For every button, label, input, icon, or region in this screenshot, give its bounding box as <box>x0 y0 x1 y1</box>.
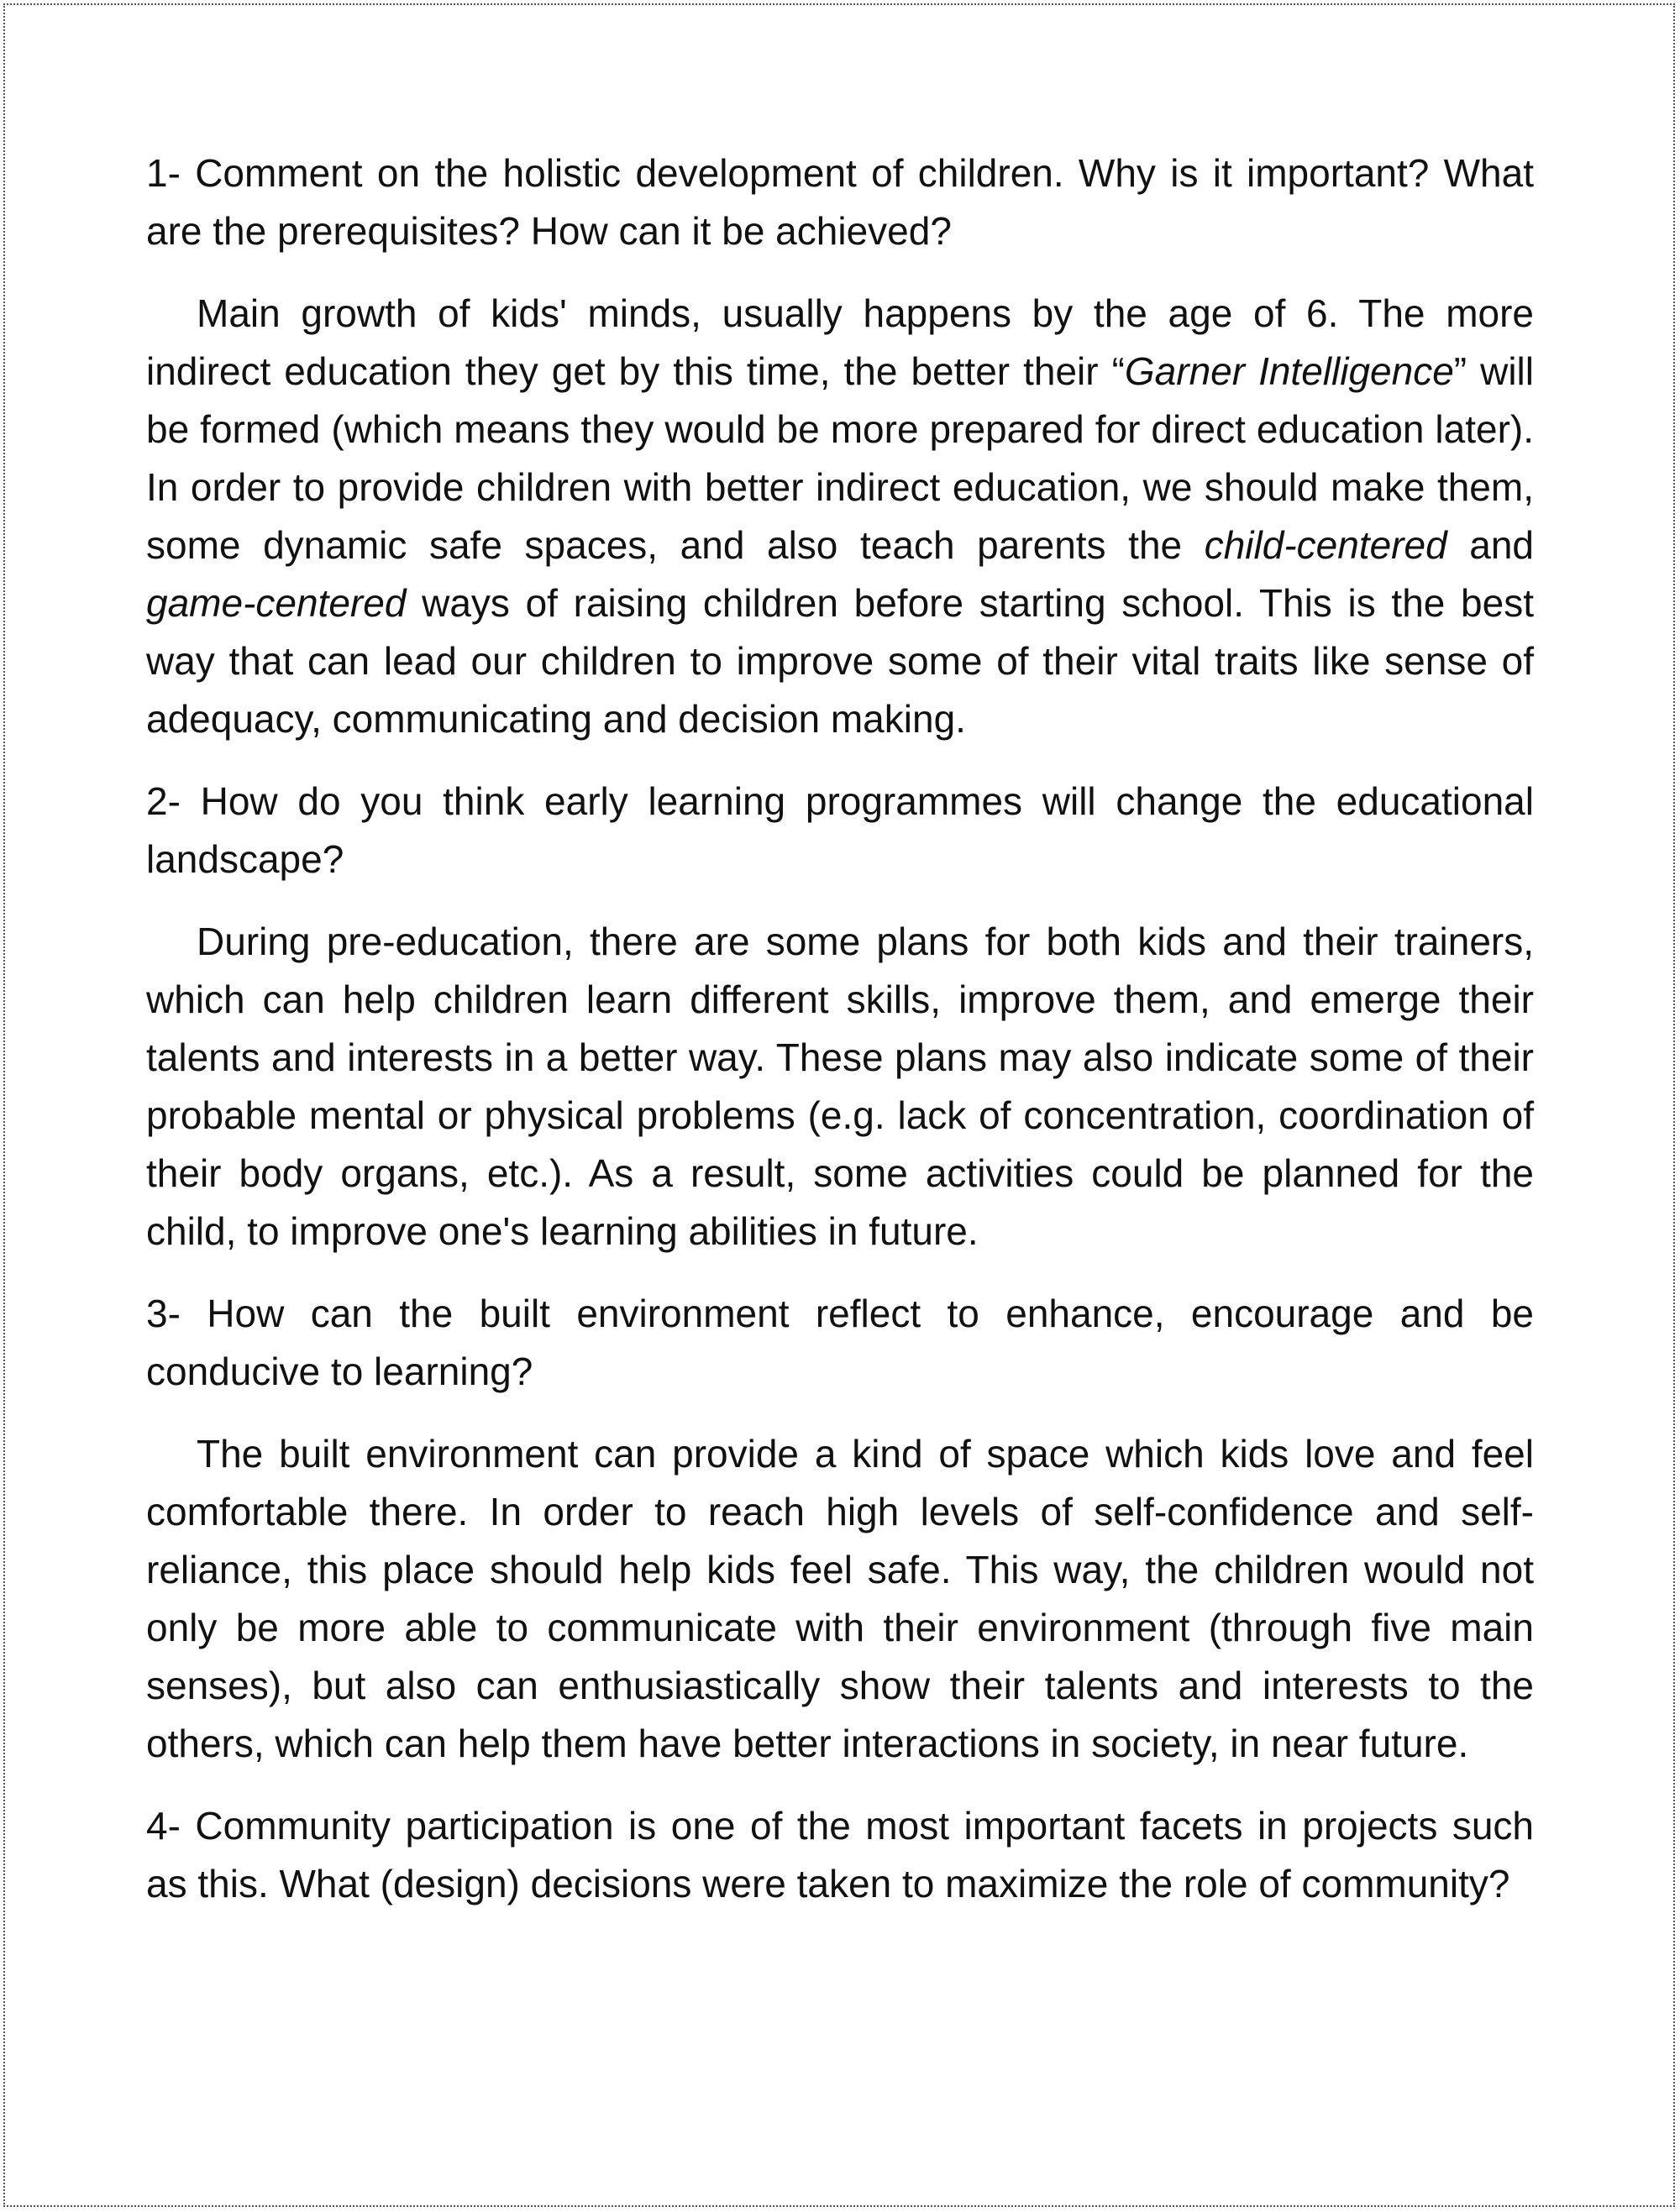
answer-1-text-3: and <box>1446 523 1535 567</box>
document-body <box>146 144 1534 1937</box>
answer-3: The built environment can provide a kind of space which kids love and feel comfortable there. In order to reach high levels of self-confidence and self-reliance, this place should help kids feel safe. This way, the children would not only be more able to communicate with their environment (through five main senses), but also can enthusiastically show their talents and interests to the others, which can help them have better interactions in society, in near future. <box>146 1432 1534 1765</box>
answer-1-italic-term-1: Garner Intelligence <box>1124 349 1454 393</box>
answer-1-text-4: ways of raising children before starting school. This is the best way that can lead our children to improve some of their vital traits like sense of adequacy, communicating and decision making. <box>146 581 1534 741</box>
answer-1 <box>146 285 1534 748</box>
answer-2: During pre-education, there are some plans for both kids and their trainers, which can help children learn different skills, improve them, and emerge their talents and interests in a better way. These plans may also indicate some of their probable mental or physical problems (e.g. lack of concentration, coordination of their body organs, etc.). As a result, some activities could be planned for the child, to improve one's learning abilities in future. <box>146 920 1534 1253</box>
question-4: 4- Community participation is one of the most important facets in projects such as this. What (design) decisions were taken to maximize the role of community? <box>146 1804 1534 1905</box>
answer-1-text-1: Main growth of kids' minds, usually happens by the age of 6. The more indirect education they get by this time, the better their “ <box>146 291 1534 393</box>
answer-1-italic-term-3: game-centered <box>146 581 407 625</box>
answer-1-italic-term-2: child-centered <box>1204 523 1447 567</box>
answer-1-text-2: ” will be formed (which means they would be more prepared for direct education later). In order to provide children with better indirect education, we should make them, some dynamic safe spaces, and also teach parents the <box>146 349 1534 567</box>
question-2: 2- How do you think early learning programmes will change the educational landscape? <box>146 779 1534 881</box>
question-3: 3- How can the built environment reflect to enhance, encourage and be conducive to learning? <box>146 1292 1534 1393</box>
question-1: 1- Comment on the holistic development of children. Why is it important? What are the prerequisites? How can it be achieved? <box>146 151 1534 253</box>
